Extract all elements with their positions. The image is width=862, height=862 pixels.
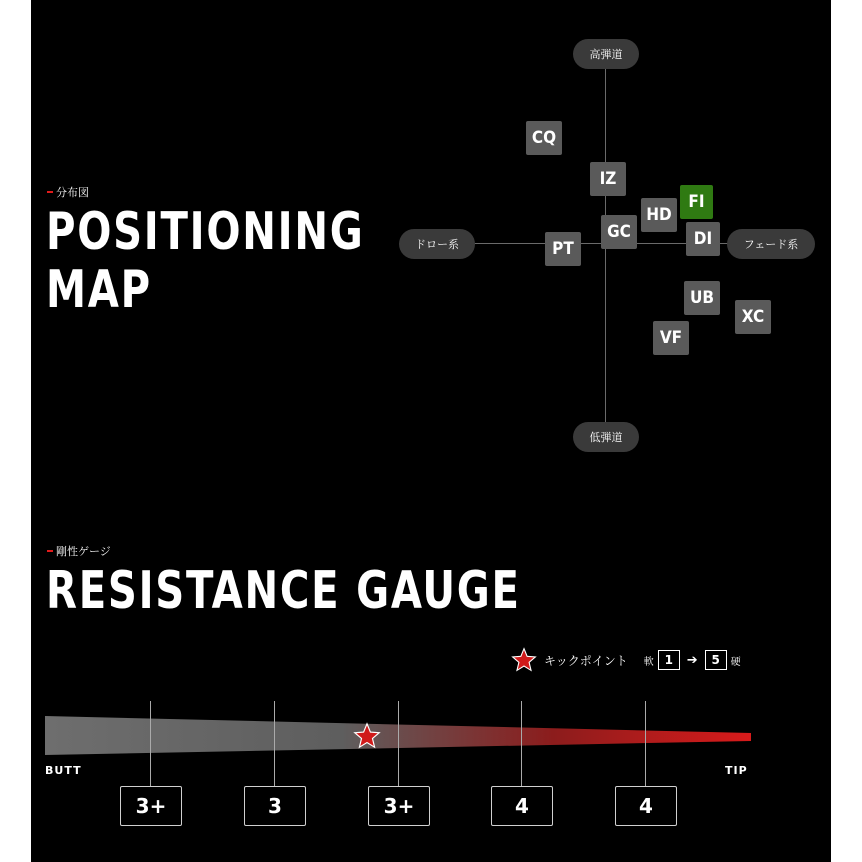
positioning-title (46, 203, 364, 319)
positioning-title-line2: MAP (46, 260, 152, 320)
axis-label-fade: フェード系 (727, 229, 815, 259)
tag-dash (47, 550, 53, 552)
axis-label-high: 高弾道 (573, 39, 639, 69)
gauge-tick (521, 701, 522, 787)
positioning-tag (47, 184, 89, 200)
stiffness-value: 4 (615, 786, 677, 826)
stiffness-value: 3 (244, 786, 306, 826)
arrow-right-icon: ➔ (686, 652, 698, 668)
axis-label-low: 低弾道 (573, 422, 639, 452)
kick-point-star-icon (510, 647, 538, 673)
gauge-tick (398, 701, 399, 787)
model-box-xc[interactable]: XC (735, 300, 771, 334)
model-box-iz[interactable]: IZ (590, 162, 626, 196)
model-box-fi[interactable]: FI (680, 185, 713, 219)
scale-min-box: 1 (658, 650, 680, 670)
model-box-di[interactable]: DI (686, 222, 720, 256)
model-box-pt[interactable]: PT (545, 232, 581, 266)
butt-label: BUTT (45, 764, 82, 777)
model-box-vf[interactable]: VF (653, 321, 689, 355)
model-box-ub[interactable]: UB (684, 281, 720, 315)
model-box-gc[interactable]: GC (601, 215, 637, 249)
resistance-tag (47, 543, 111, 559)
gauge-tick (150, 701, 151, 787)
axis-label-draw: ドロー系 (399, 229, 475, 259)
stiffness-value: 4 (491, 786, 553, 826)
gauge-tick (645, 701, 646, 787)
model-box-hd[interactable]: HD (641, 198, 677, 232)
stiffness-value: 3+ (120, 786, 182, 826)
gauge-tick (274, 701, 275, 787)
hard-label: 硬 (730, 656, 741, 668)
kick-point-star-icon (352, 722, 382, 750)
positioning-tag-label: 分布図 (56, 186, 89, 199)
tag-dash (47, 191, 53, 193)
tip-label: TIP (725, 764, 748, 777)
positioning-title-line1: POSITIONING (46, 202, 365, 262)
kick-point-label: キックポイント (544, 653, 628, 668)
shaft-taper-graphic (45, 712, 755, 760)
resistance-tag-label: 剛性ゲージ (56, 545, 111, 558)
resistance-title: RESISTANCE GAUGE (46, 561, 521, 621)
scale-max-box: 5 (705, 650, 727, 670)
soft-label: 軟 (643, 656, 654, 668)
gauge-legend (510, 647, 741, 673)
stiffness-value: 3+ (368, 786, 430, 826)
model-box-cq[interactable]: CQ (526, 121, 562, 155)
